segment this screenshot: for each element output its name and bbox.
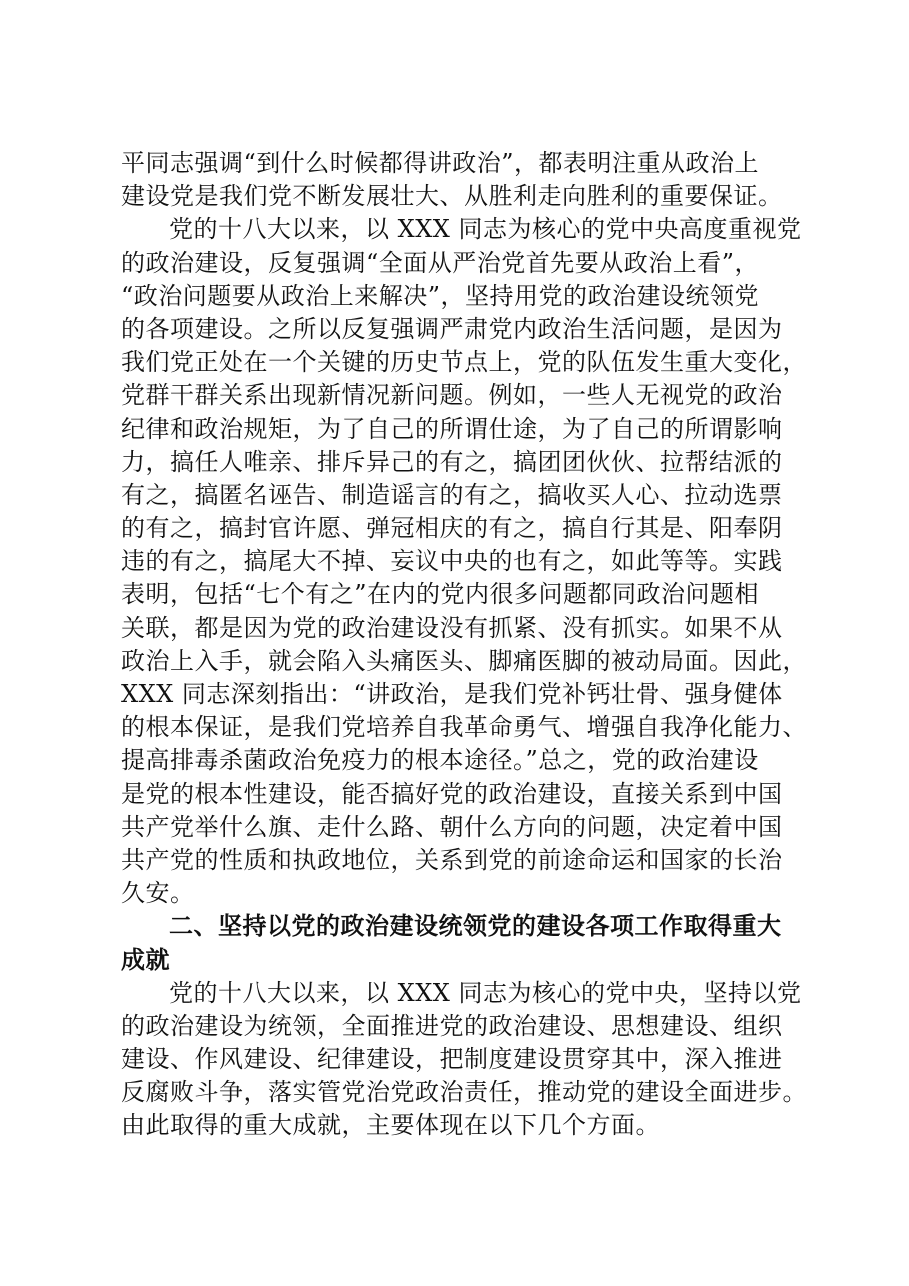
text-line: 共产党的性质和执政地位，关系到党的前途命运和国家的长治 bbox=[121, 845, 783, 874]
text-line: 有之，搞匿名诬告、制造谣言的有之，搞收买人心、拉动选票 bbox=[121, 480, 783, 509]
text-line: 建设党是我们党不断发展壮大、从胜利走向胜利的重要保证。 bbox=[121, 182, 783, 211]
paragraph-intro bbox=[121, 147, 811, 213]
text-line: 平同志强调“到什么时候都得讲政治”，都表明注重从政治上 bbox=[121, 149, 760, 177]
text-line: “政治问题要从政治上来解决”，坚持用党的政治建设统领党 bbox=[121, 281, 760, 310]
text-line: 共产党举什么旗、走什么路、朝什么方向的问题，决定着中国 bbox=[121, 812, 783, 841]
text-line: 的根本保证，是我们党培养自我革命勇气、增强自我净化能力、 bbox=[121, 713, 807, 742]
text-line: 久安。 bbox=[121, 879, 195, 908]
text-line: 的有之，搞封官许愿、弹冠相庆的有之，搞自行其是、阳奉阴 bbox=[121, 514, 783, 543]
text-line: 违的有之，搞尾大不掉、妄议中央的也有之，如此等等。实践 bbox=[121, 547, 783, 576]
text-line: 的政治建设为统领，全面推进党的政治建设、思想建设、组织 bbox=[121, 1011, 783, 1040]
text-line: 的政治建设，反复强调“全面从严治党首先要从政治上看”， bbox=[121, 248, 760, 277]
text-line: 是党的根本性建设，能否搞好党的政治建设，直接关系到中国 bbox=[121, 779, 783, 808]
text-line: 提高排毒杀菌政治免疫力的根本途径。”总之，党的政治建设 bbox=[121, 746, 759, 775]
text-line: 纪律和政治规矩，为了自己的所谓仕途，为了自己的所谓影响 bbox=[121, 414, 783, 443]
heading-line: 二、坚持以党的政治建设统领党的建设各项工作取得重大 bbox=[169, 912, 782, 941]
section-heading bbox=[121, 910, 811, 976]
text-line: 党的十八大以来，以 XXX 同志为核心的党中央高度重视党 bbox=[169, 215, 802, 244]
text-line: XXX 同志深刻指出：“讲政治，是我们党补钙壮骨、强身健体 bbox=[121, 680, 783, 708]
paragraph-main bbox=[121, 213, 811, 910]
text-line: 党的十八大以来，以 XXX 同志为核心的党中央，坚持以党 bbox=[169, 978, 802, 1007]
paragraph-section bbox=[121, 977, 811, 1143]
text-line: 的各项建设。之所以反复强调严肃党内政治生活问题，是因为 bbox=[121, 314, 783, 343]
text-line: 反腐败斗争，落实管党治党政治责任，推动党的建设全面进步。 bbox=[121, 1078, 807, 1107]
heading-line: 成就 bbox=[121, 945, 170, 974]
text-line: 表明，包括“七个有之”在内的党内很多问题都同政治问题相 bbox=[121, 580, 760, 609]
text-line: 力，搞任人唯亲、排斥异己的有之，搞团团伙伙、拉帮结派的 bbox=[121, 447, 783, 476]
document-body bbox=[121, 147, 811, 1143]
text-line: 党群干群关系出现新情况新问题。例如，一些人无视党的政治 bbox=[121, 381, 783, 410]
text-line: 我们党正处在一个关键的历史节点上，党的队伍发生重大变化， bbox=[121, 348, 807, 377]
text-line: 政治上入手，就会陷入头痛医头、脚痛医脚的被动局面。因此， bbox=[121, 646, 807, 675]
text-line: 建设、作风建设、纪律建设，把制度建设贯穿其中，深入推进 bbox=[121, 1045, 783, 1074]
text-line: 由此取得的重大成就，主要体现在以下几个方面。 bbox=[121, 1111, 660, 1140]
text-line: 关联，都是因为党的政治建设没有抓紧、没有抓实。如果不从 bbox=[121, 613, 783, 642]
